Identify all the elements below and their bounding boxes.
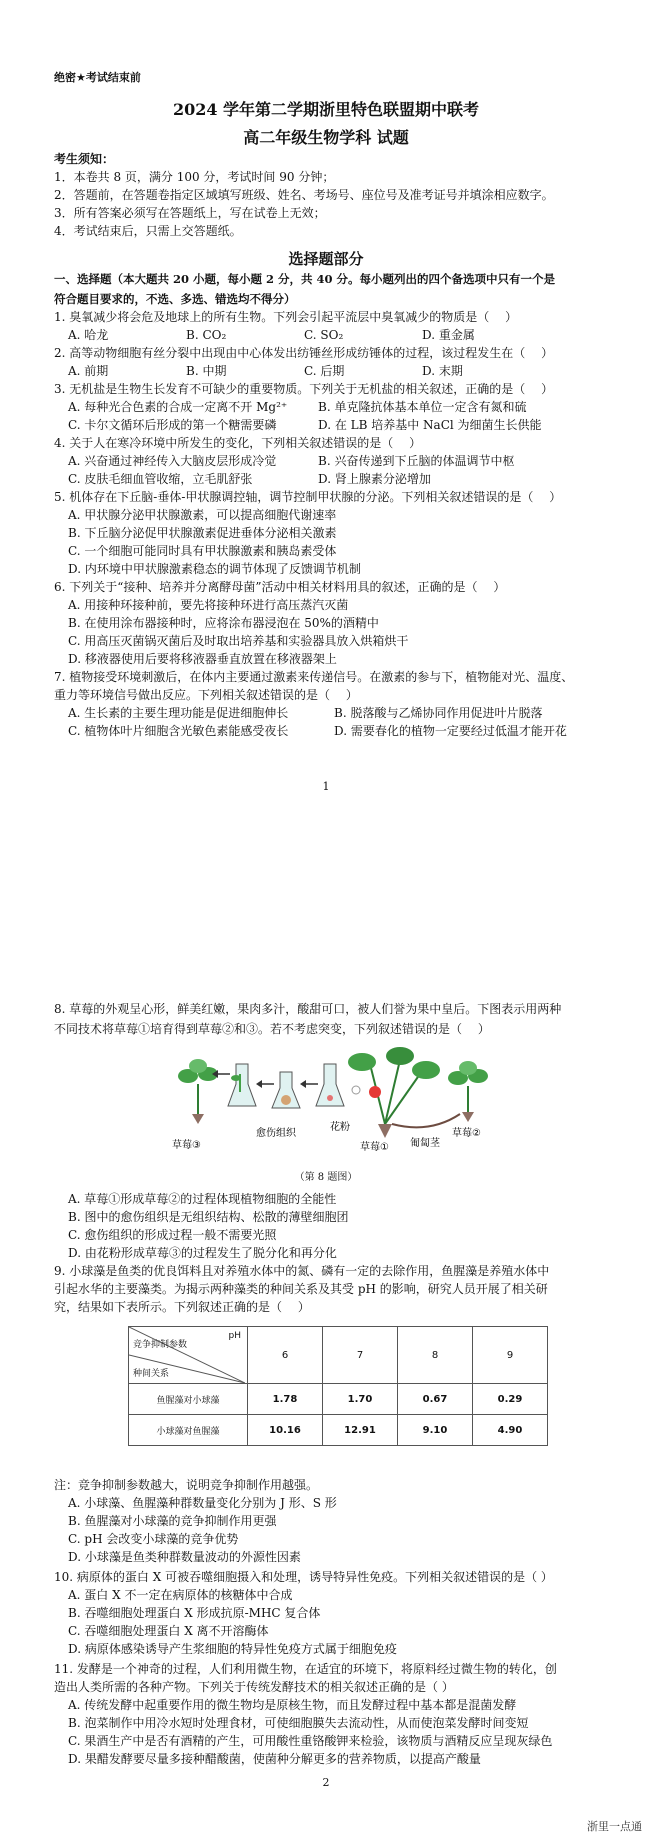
notice-item: 2．答题前，在答题卷指定区域填写班级、姓名、考场号、座位号及准考证号并填涂相应数字。	[54, 188, 554, 202]
q1-options	[68, 328, 475, 343]
strawberry-3-plant-icon	[178, 1059, 218, 1124]
fig-label-strawberry-1: 草莓①	[360, 1142, 389, 1153]
stolon-line	[392, 1114, 460, 1127]
q4-stem: 4. 关于人在寒冷环境中所发生的变化，下列相关叙述错误的是（ ）	[54, 436, 422, 450]
strawberry-propagation-figure	[170, 1044, 500, 1154]
corner-ph-label: pH	[228, 1331, 241, 1341]
table-cell: 4.90	[473, 1415, 548, 1446]
q8-option-b: B. 图中的愈伤组织是无组织结构、松散的薄壁细胞团	[68, 1210, 349, 1224]
watermark-text: 浙里一点通	[587, 1820, 642, 1833]
notice-item: 3．所有答案必须写在答题纸上，写在试卷上无效；	[54, 206, 326, 220]
table-row	[129, 1384, 548, 1415]
q10-option-d: D. 病原体感染诱导产生浆细胞的特异性免疫方式属于细胞免疫	[68, 1642, 397, 1656]
table-cell: 0.29	[473, 1384, 548, 1415]
q4-option-b: B. 兴奋传递到下丘脑的体温调节中枢	[318, 454, 515, 468]
q7-options-row2	[68, 724, 567, 739]
q8-figure-caption: （第 8 题图）	[294, 1172, 358, 1183]
table-row-label: 鱼腥藻对小球藻	[129, 1384, 248, 1415]
q8-option-c: C. 愈伤组织的形成过程一般不需要光照	[68, 1228, 277, 1242]
table-corner-cell	[129, 1327, 248, 1384]
q7-stem-line2: 重力等环境信号做出反应。下列相关叙述错误的是（ ）	[54, 688, 358, 702]
q2-options	[68, 364, 463, 379]
q8-stem-line2: 不同技术将草莓①培育得到草莓②和③。若不考虑突变，下列叙述错误的是（ ）	[54, 1022, 490, 1036]
q5-option-c: C. 一个细胞可能同时具有甲状腺激素和胰岛素受体	[68, 544, 337, 558]
section-intro-line2: 符合题目要求的，不选、多选、错选均不得分）	[54, 292, 296, 306]
q9-stem-line1: 9. 小球藻是鱼类的优良饵料且对养殖水体中的氮、磷有一定的去除作用，鱼腥藻是养殖水体中	[54, 1264, 550, 1278]
q2-option-b: B. 中期	[186, 364, 227, 378]
q10-option-c: C. 吞噬细胞处理蛋白 X 离不开溶酶体	[68, 1624, 269, 1638]
q7-option-b: B. 脱落酸与乙烯协同作用促进叶片脱落	[334, 706, 543, 720]
notice-title: 考生须知：	[54, 152, 115, 166]
table-header-ph: 9	[473, 1327, 548, 1384]
q11-option-b: B. 泡菜制作中用冷水短时处理食材，可使细胞膜失去流动性，从而使泡菜发酵时间变短	[68, 1716, 529, 1730]
q1-option-b: B. CO₂	[186, 328, 227, 342]
q3-options-row2	[68, 418, 542, 433]
q3-option-b: B. 单克隆抗体基本单位一定含有氮和硫	[318, 400, 527, 414]
fig-label-strawberry-2: 草莓②	[452, 1128, 481, 1139]
table-header-ph: 6	[248, 1327, 323, 1384]
table-header-ph: 7	[323, 1327, 398, 1384]
q10-stem: 10. 病原体的蛋白 X 可被吞噬细胞摄入和处理，诱导特异性免疫。下列相关叙述错误的是（ ）	[54, 1570, 553, 1584]
q2-option-a: A. 前期	[68, 364, 109, 378]
strawberry-2-plant-icon	[448, 1061, 488, 1122]
section-intro-line1: 一、选择题（本大题共 20 小题，每小题 2 分，共 40 分。每小题列出的四个备选项中只有一个是	[54, 272, 556, 286]
page-number-2: 2	[322, 1776, 330, 1789]
q2-option-d: D. 末期	[422, 364, 463, 378]
table-header-row	[129, 1327, 548, 1384]
q11-option-c: C. 果酒生产中是否有酒精的产生，可用酸性重铬酸钾来检验，该物质与酒精反应呈现灰绿色	[68, 1734, 553, 1748]
table-cell: 10.16	[248, 1415, 323, 1446]
q9-stem-line2: 引起水华的主要藻类。为揭示两种藻类的种间关系及其受 pH 的影响，研究人员开展了相关研	[54, 1282, 548, 1296]
q8-option-a: A. 草莓①形成草莓②的过程体现植物细胞的全能性	[68, 1192, 337, 1206]
exam-subtitle: 高二年级生物学科 试题	[243, 128, 409, 147]
q5-option-d: D. 内环境中甲状腺激素稳态的调节体现了反馈调节机制	[68, 562, 361, 576]
fig-label-stolon: 匍匐茎	[410, 1138, 440, 1149]
q4-option-c: C. 皮肤毛细血管收缩，立毛肌舒张	[68, 472, 253, 486]
q7-option-a: A. 生长素的主要生理功能是促进细胞伸长	[68, 706, 289, 720]
section-title: 选择题部分	[288, 250, 364, 268]
q10-option-a: A. 蛋白 X 不一定在病原体的核糖体中合成	[68, 1588, 293, 1602]
fig-label-pollen: 花粉	[330, 1122, 350, 1133]
q5-option-b: B. 下丘脑分泌促甲状腺激素促进垂体分泌相关激素	[68, 526, 337, 540]
page-number-1: 1	[322, 780, 330, 793]
q9-option-c: C. pH 会改变小球藻的竞争优势	[68, 1532, 239, 1546]
q1-option-a: A. 哈龙	[68, 328, 109, 342]
exam-title: 2024 学年第二学期浙里特色联盟期中联考	[172, 100, 480, 119]
q6-stem: 6. 下列关于“接种、培养并分离酵母菌”活动中相关材料用具的叙述，正确的是（ ）	[54, 580, 506, 594]
q6-option-a: A. 用接种环接种前，要先将接种环进行高压蒸汽灭菌	[68, 598, 349, 612]
q9-stem-line3: 究，结果如下表所示。下列叙述正确的是（ ）	[54, 1300, 310, 1314]
q4-options-row2	[68, 472, 431, 487]
q9-note: 注：竞争抑制参数越大，说明竞争抑制作用越强。	[54, 1478, 319, 1492]
table-cell: 0.67	[398, 1384, 473, 1415]
q1-option-c: C. SO₂	[304, 328, 344, 342]
q7-option-c: C. 植物体叶片细胞含光敏色素能感受夜长	[68, 724, 289, 738]
q4-option-d: D. 肾上腺素分泌增加	[318, 472, 431, 486]
notice-item: 1．本卷共 8 页，满分 100 分，考试时间 90 分钟；	[54, 170, 335, 184]
q6-option-b: B. 在使用涂布器接种时，应将涂布器浸泡在 50%的酒精中	[68, 616, 379, 630]
q5-stem: 5. 机体存在下丘脑-垂体-甲状腺调控轴，调节控制甲状腺的分泌。下列相关叙述错误的是（ ）	[54, 490, 562, 504]
q6-option-d: D. 移液器使用后要将移液器垂直放置在移液器架上	[68, 652, 337, 666]
q7-options-row1	[68, 706, 542, 721]
q8-stem-line1: 8. 草莓的外观呈心形，鲜美红嫩，果肉多汁，酸甜可口，被人们誉为果中皇后。下图表示用两种	[54, 1002, 562, 1016]
table-cell: 12.91	[323, 1415, 398, 1446]
q4-option-a: A. 兴奋通过神经传入大脑皮层形成冷觉	[68, 454, 277, 468]
callus-flask-icon	[272, 1072, 300, 1108]
table-cell: 1.78	[248, 1384, 323, 1415]
q11-option-d: D. 果醋发酵要尽量多接种醋酸菌，使菌种分解更多的营养物质，以提高产酸量	[68, 1752, 481, 1766]
q6-option-c: C. 用高压灭菌锅灭菌后及时取出培养基和实验器具放入烘箱烘干	[68, 634, 409, 648]
q3-option-c: C. 卡尔文循环后形成的第一个糖需要磷	[68, 418, 277, 432]
q8-option-d: D. 由花粉形成草莓③的过程发生了脱分化和再分化	[68, 1246, 337, 1260]
q10-option-b: B. 吞噬细胞处理蛋白 X 形成抗原-MHC 复合体	[68, 1606, 321, 1620]
q1-option-d: D. 重金属	[422, 328, 475, 342]
corner-param-label: 竞争抑制参数	[133, 1340, 188, 1350]
fig-label-strawberry-3: 草莓③	[172, 1140, 201, 1151]
table-cell: 1.70	[323, 1384, 398, 1415]
q1-stem: 1. 臭氧减少将会危及地球上的所有生物。下列会引起平流层中臭氧减少的物质是（ ）	[54, 310, 518, 324]
q3-option-d: D. 在 LB 培养基中 NaCl 为细菌生长供能	[318, 418, 542, 432]
q7-option-d: D. 需要春化的植物一定要经过低温才能开花	[334, 724, 567, 738]
table-row-label: 小球藻对鱼腥藻	[129, 1415, 248, 1446]
fig-label-callus: 愈伤组织	[256, 1128, 296, 1139]
q9-option-b: B. 鱼腥藻对小球藻的竞争抑制作用更强	[68, 1514, 277, 1528]
notice-item: 4．考试结束后，只需上交答题纸。	[54, 224, 242, 238]
q11-stem-line2: 造出人类所需的各种产物。下列关于传统发酵技术的相关叙述正确的是（ ）	[54, 1680, 454, 1694]
q7-stem-line1: 7. 植物接受环境刺激后，在体内主要通过激素来传递信号。在激素的参与下，植物能对光、温度、	[54, 670, 574, 684]
q9-option-d: D. 小球藻是鱼类种群数量波动的外源性因素	[68, 1550, 301, 1564]
q11-option-a: A. 传统发酵中起重要作用的微生物均是原核生物，而且发酵过程中基本都是混菌发酵	[68, 1698, 517, 1712]
table-header-ph: 8	[398, 1327, 473, 1384]
competition-table	[128, 1326, 548, 1446]
q2-stem: 2. 高等动物细胞有丝分裂中出现由中心体发出纺锤丝形成纺锤体的过程，该过程发生在（ ）	[54, 346, 554, 360]
flask-icon	[316, 1064, 344, 1106]
table-cell: 9.10	[398, 1415, 473, 1446]
q11-stem-line1: 11. 发酵是一个神奇的过程，人们利用微生物，在适宜的环境下，将原料经过微生物的转化，创	[54, 1662, 557, 1676]
q3-option-a: A. 每种光合色素的合成一定离不开 Mg²⁺	[68, 400, 288, 414]
corner-relation-label: 种间关系	[133, 1369, 170, 1379]
flask-icon	[228, 1064, 256, 1106]
q3-stem: 3. 无机盐是生物生长发育不可缺少的重要物质。下列关于无机盐的相关叙述，正确的是（ ）	[54, 382, 554, 396]
q2-option-c: C. 后期	[304, 364, 345, 378]
q3-options-row1	[68, 400, 526, 415]
secret-label: 绝密★考试结束前	[54, 71, 141, 84]
q4-options-row1	[68, 454, 514, 469]
table-row	[129, 1415, 548, 1446]
q9-option-a: A. 小球藻、鱼腥藻种群数量变化分别为 J 形、S 形	[68, 1496, 337, 1510]
q5-option-a: A. 甲状腺分泌甲状腺激素，可以提高细胞代谢速率	[68, 508, 337, 522]
